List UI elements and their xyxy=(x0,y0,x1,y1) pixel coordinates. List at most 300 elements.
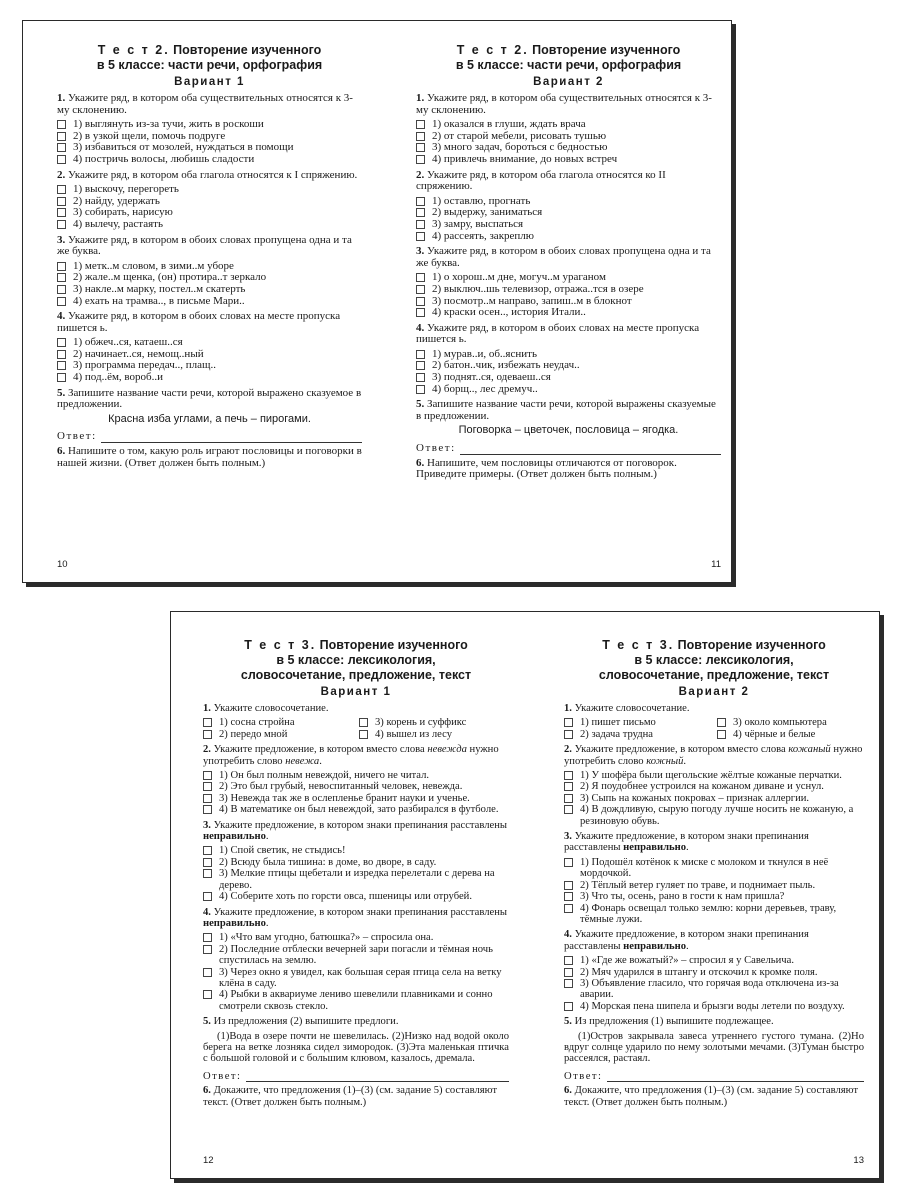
answer-checkbox[interactable] xyxy=(57,185,66,194)
option-text: 3) Невежда так же в ослепленье бранит науки и ученье. xyxy=(219,792,470,804)
task-text: Укажите ряд, в котором в обоих словах на месте пропуска пишется ь. xyxy=(57,310,341,334)
answer-checkbox[interactable] xyxy=(57,220,66,229)
answer-checkbox[interactable] xyxy=(57,262,66,271)
answer-checkbox[interactable] xyxy=(416,132,425,141)
task-number: 4. xyxy=(57,310,66,323)
example-sentence: Поговорка – цветочек, пословица – ягодка. xyxy=(458,424,679,437)
answer-option xyxy=(564,955,864,966)
task-question xyxy=(416,93,721,116)
answer-blank[interactable] xyxy=(607,1072,865,1082)
answer-checkbox[interactable] xyxy=(57,361,66,370)
task-task1-question xyxy=(203,703,509,714)
task-task6-question xyxy=(564,1085,864,1108)
answer-option xyxy=(717,717,864,728)
answer-checkbox[interactable] xyxy=(564,771,573,780)
test-title-line2: в 5 классе: лексикология, xyxy=(634,653,794,667)
option-text: 2) выключ..шь телевизор, отража..тся в озере xyxy=(432,282,644,295)
task-text: нужно употребить слово xyxy=(564,744,863,767)
answer-checkbox[interactable] xyxy=(564,979,573,988)
option-text: 1) пишет письмо xyxy=(580,717,656,729)
answer-option xyxy=(416,154,721,166)
answer-checkbox[interactable] xyxy=(203,718,212,727)
test-title-text: Повторение изученного xyxy=(316,638,468,652)
option-text: 1) мурав..и, об..яснить xyxy=(432,347,537,360)
option-text: 1) «Что вам угодно, батюшка?» – спросила она. xyxy=(219,932,434,944)
task-number: 3. xyxy=(57,233,66,246)
answer-line[interactable] xyxy=(416,443,721,455)
option-text: 3) программа передач.., плащ.. xyxy=(73,359,216,372)
task-4 xyxy=(416,323,721,400)
answer-line[interactable] xyxy=(203,1071,509,1082)
answer-option xyxy=(564,781,864,792)
tasks xyxy=(416,93,721,481)
task-text: Запишите название части речи, которой выражено сказуемое в предложении. xyxy=(57,386,362,411)
page-11 xyxy=(416,21,721,582)
task-2 xyxy=(57,170,362,235)
emphasis-word: неправильно xyxy=(623,940,687,952)
option-text: 3) Через окно я увидел, как большая серая птица села на ветку клёна в саду. xyxy=(219,966,502,989)
option-text: 1) Подошёл котёнок к миске с молоком и ткнулся в неё мордочкой. xyxy=(580,856,829,880)
task-question xyxy=(416,170,721,193)
answer-checkbox[interactable] xyxy=(359,718,368,727)
task-task1-question xyxy=(564,703,864,714)
option-text: 3) Что ты, осень, рано в гости к нам пришла? xyxy=(580,891,785,903)
option-text: 1) выскочу, перегореть xyxy=(73,183,179,196)
answer-option xyxy=(359,729,509,740)
tasks xyxy=(564,703,864,1108)
answer-option xyxy=(564,978,864,1001)
task-number: 5. xyxy=(57,386,66,399)
option-text: 3) накле..м марку, постел..м скатерть xyxy=(73,282,246,295)
answer-checkbox[interactable] xyxy=(564,858,573,867)
answer-checkbox[interactable] xyxy=(203,858,212,867)
variant-label: Вариант 1 xyxy=(174,76,245,88)
answer-checkbox[interactable] xyxy=(717,718,726,727)
emphasis-word: неправильно xyxy=(203,917,266,929)
answer-option xyxy=(203,944,509,967)
test-number: Т е с т 2. xyxy=(456,43,529,57)
task-number: 5. xyxy=(203,1016,211,1028)
option-text: 4) вышел из лесу xyxy=(375,728,453,740)
answer-option xyxy=(203,989,509,1012)
option-text: 2) Мяч ударился в штангу и отскочил к кромке поля. xyxy=(580,966,818,978)
task-task5-question xyxy=(416,399,721,422)
answer-checkbox[interactable] xyxy=(416,385,425,394)
task-number: 1. xyxy=(416,92,425,104)
test-title-text: Повторение изученного xyxy=(528,43,681,57)
answer-blank[interactable] xyxy=(460,445,721,455)
answer-checkbox[interactable] xyxy=(203,945,212,954)
answer-checkbox[interactable] xyxy=(416,297,425,306)
page-12 xyxy=(203,612,509,1178)
answer-option xyxy=(359,717,509,728)
task-text: Напишите, чем пословицы отличаются от поговорок. Приведите примеры. (Ответ должен быть полным.) xyxy=(416,456,677,481)
task-2-question xyxy=(564,744,864,767)
task-number: 6. xyxy=(57,445,66,458)
page-13 xyxy=(564,612,864,1178)
answer-checkbox[interactable] xyxy=(57,132,66,141)
option-text: 4) Морская пена шипела и брызги воды летели по воздуху. xyxy=(580,1000,845,1012)
option-text: 1) выглянуть из-за тучи, жить в роскоши xyxy=(73,118,264,131)
task-text: Напишите о том, какую роль играют пословицы и поговорки в нашей жизни. (Ответ должен быть полным.) xyxy=(57,445,362,469)
option-text: 1) У шофёра были щегольские жёлтые кожаные перчатки. xyxy=(580,770,842,782)
answer-option xyxy=(203,770,509,781)
variant-label: Вариант 1 xyxy=(320,686,392,698)
answer-checkbox[interactable] xyxy=(564,782,573,791)
answer-line[interactable] xyxy=(57,431,362,443)
task-text: Укажите предложение, в котором знаки препинания расставлены xyxy=(564,929,809,952)
option-text: 4) рассеять, закреплю xyxy=(432,229,535,242)
answer-checkbox[interactable] xyxy=(57,120,66,129)
example-sentence: Красна изба углами, а печь – пирогами. xyxy=(108,412,311,425)
option-text: 4) Фонарь освещал только землю: корни деревьев, траву, тёмные лужи. xyxy=(580,902,837,925)
task-question xyxy=(57,170,362,182)
option-text: 2) Последние отблески вечерней зари погасли и тёмная ночь спустилась на землю. xyxy=(219,943,493,967)
test-number: Т е с т 3. xyxy=(244,638,317,652)
answer-checkbox[interactable] xyxy=(416,197,425,206)
answer-checkbox[interactable] xyxy=(203,794,212,803)
task-1-options xyxy=(564,717,864,740)
answer-checkbox[interactable] xyxy=(203,968,212,977)
answer-checkbox[interactable] xyxy=(564,956,573,965)
task-number: 6. xyxy=(416,456,425,469)
task-task6-question xyxy=(57,446,362,469)
option-text: 1) Он был полным невеждой, ничего не читал. xyxy=(219,770,430,782)
task-text: Укажите ряд, в котором в обоих словах на месте пропуска пишется ь. xyxy=(416,321,700,346)
answer-option xyxy=(564,880,864,891)
task3-question xyxy=(203,820,509,843)
option-text: 1) метк..м словом, в зими..м уборе xyxy=(73,259,234,272)
answer-option xyxy=(564,770,864,781)
task-text: . xyxy=(319,755,322,767)
task3-question xyxy=(564,831,864,854)
page-10 xyxy=(57,21,362,582)
task-2 xyxy=(416,170,721,247)
task-question xyxy=(57,235,362,258)
option-text: 1) о хорош..м дне, могуч..м ураганом xyxy=(432,271,606,284)
tasks xyxy=(57,93,362,469)
task-number: 6. xyxy=(203,1085,211,1097)
task-number: 2. xyxy=(564,744,572,756)
option-text: 1) оказался в глуши, ждать врача xyxy=(432,118,586,131)
task-text: Укажите предложение, в котором знаки препинания расставлены xyxy=(210,906,507,918)
option-text: 3) много задач, бороться с бедностью xyxy=(432,141,608,154)
answer-checkbox[interactable] xyxy=(57,373,66,382)
task-task5-question xyxy=(564,1016,864,1027)
answer-checkbox[interactable] xyxy=(416,143,425,152)
option-text: 4) привлечь внимание, до новых встреч xyxy=(432,152,618,165)
answer-checkbox[interactable] xyxy=(416,120,425,129)
answer-checkbox[interactable] xyxy=(564,718,573,727)
task-number: 6. xyxy=(564,1085,572,1097)
option-text: 2) Всюду была тишина: в доме, во дворе, в саду. xyxy=(219,856,437,868)
answer-label: Ответ: xyxy=(57,430,97,443)
task-task6-question xyxy=(203,1085,509,1108)
task-text: Укажите предложение, в котором вместо слова xyxy=(210,744,428,756)
task-text: . xyxy=(265,917,269,929)
answer-option xyxy=(57,296,362,308)
task-3 xyxy=(416,246,721,323)
option-text: 2) жале..м щенка, (он) протира..т зеркало xyxy=(73,271,267,284)
answer-option xyxy=(564,1001,864,1012)
answer-option xyxy=(203,717,353,728)
option-text: 4) краски осен.., история Итали.. xyxy=(432,306,586,319)
test-title-text: Повторение изученного xyxy=(169,43,322,57)
answer-checkbox[interactable] xyxy=(416,155,425,164)
test-number: Т е с т 3. xyxy=(602,638,675,652)
task-task5-question xyxy=(57,388,362,411)
variant-label: Вариант 2 xyxy=(533,76,604,88)
test-title-text: Повторение изученного xyxy=(674,638,826,652)
task-text: Укажите предложение, в котором знаки препинания расставлены xyxy=(210,819,507,831)
answer-option xyxy=(203,729,353,740)
task-text: Докажите, что предложения (1)–(3) (см. задание 5) составляют текст. (Ответ должен быть полным.) xyxy=(203,1085,498,1108)
task-1-options xyxy=(203,717,509,740)
option-text: 3) корень и суффикс xyxy=(375,717,467,729)
variant-label: Вариант 2 xyxy=(678,686,750,698)
answer-option xyxy=(416,384,721,396)
answer-option xyxy=(203,891,509,902)
task-task5-question xyxy=(203,1016,509,1027)
answer-checkbox[interactable] xyxy=(564,794,573,803)
task-text: Из предложения (1) выпишите подлежащее. xyxy=(571,1016,774,1028)
answer-checkbox[interactable] xyxy=(57,350,66,359)
test-header xyxy=(57,43,362,88)
task-text: Укажите ряд, в котором в обоих словах пропущена одна и та же буква. xyxy=(57,233,352,258)
answer-checkbox[interactable] xyxy=(416,232,425,241)
task-task6-question xyxy=(416,458,721,481)
task-number: 5. xyxy=(416,398,425,411)
task4-question xyxy=(203,907,509,930)
answer-checkbox[interactable] xyxy=(203,771,212,780)
answer-option xyxy=(203,967,509,990)
answer-checkbox[interactable] xyxy=(359,730,368,739)
answer-label: Ответ: xyxy=(203,1070,242,1082)
answer-option xyxy=(203,868,509,891)
task-text: нужно употребить слово xyxy=(203,744,499,767)
option-text: 2) от старой мебели, рисовать тушью xyxy=(432,129,607,142)
task-number: 3. xyxy=(416,245,425,258)
answer-line[interactable] xyxy=(564,1071,864,1082)
answer-option xyxy=(57,372,362,384)
task-question xyxy=(57,311,362,334)
answer-checkbox[interactable] xyxy=(416,273,425,282)
option-text: 3) посмотр..м направо, запиш..м в блокнот xyxy=(432,294,632,307)
task-number: 1. xyxy=(564,703,572,714)
emphasis-word: неправильно xyxy=(203,831,266,843)
task-text: Укажите словосочетание. xyxy=(571,703,690,714)
option-text: 3) собирать, нарисую xyxy=(73,206,173,219)
option-text: 4) под..ём, вороб..и xyxy=(73,371,164,384)
task4-question xyxy=(564,929,864,952)
page-number: 13 xyxy=(853,1155,864,1166)
option-text: 4) вылечу, растаять xyxy=(73,217,163,230)
answer-checkbox[interactable] xyxy=(416,373,425,382)
task-text: . xyxy=(686,842,689,854)
task-text: . xyxy=(265,831,269,843)
answer-option xyxy=(564,793,864,804)
answer-checkbox[interactable] xyxy=(564,730,573,739)
page-number: 10 xyxy=(57,559,68,570)
page-number: 12 xyxy=(203,1155,214,1166)
option-text: 2) передо мной xyxy=(219,728,288,740)
option-text: 2) найду, удержать xyxy=(73,194,160,207)
answer-checkbox[interactable] xyxy=(57,338,66,347)
answer-option xyxy=(564,729,711,740)
task-1 xyxy=(416,93,721,170)
option-text: 4) борщ.., лес дремуч.. xyxy=(432,382,538,395)
answer-checkbox[interactable] xyxy=(416,350,425,359)
task-text: Укажите предложение, в котором знаки препинания расставлены xyxy=(564,831,809,854)
answer-checkbox[interactable] xyxy=(203,892,212,901)
answer-checkbox[interactable] xyxy=(203,990,212,999)
option-text: 2) Я поудобнее устроился на кожаном диване и уснул. xyxy=(580,781,824,793)
task-text: Укажите предложение, в котором вместо слова xyxy=(571,744,789,756)
answer-option xyxy=(717,729,864,740)
task-text: Запишите название части речи, которой выражены сказуемые в предложении. xyxy=(416,398,716,422)
task-2-question xyxy=(203,744,509,767)
answer-checkbox[interactable] xyxy=(717,730,726,739)
test-title xyxy=(564,638,864,653)
task-question xyxy=(416,323,721,346)
answer-option xyxy=(564,967,864,978)
answer-option xyxy=(564,903,864,926)
answer-option xyxy=(57,219,362,231)
option-text: 3) Объявление гласило, что горячая вода отключена из-за аварии. xyxy=(580,977,839,1001)
task-text: Укажите ряд, в котором в обоих словах пропущена одна и та же буква. xyxy=(416,245,711,269)
answer-checkbox[interactable] xyxy=(203,846,212,855)
answer-checkbox[interactable] xyxy=(564,892,573,901)
task-text: Укажите ряд, в котором оба глагола относятся ко II спряжению. xyxy=(416,168,666,193)
passage-text: (1)Остров закрывала завеса утреннего густого тумана. (2)Но вдруг солнце ударило по нему золотыми мечами. (3)Туман быстро рассеялся, растаял. xyxy=(564,1030,864,1065)
option-text: 1) «Где же вожатый?» – спросил я у Савельича. xyxy=(580,955,794,967)
option-text: 4) В математике он был невеждой, зато разбирался в футболе. xyxy=(219,804,499,816)
answer-checkbox[interactable] xyxy=(416,361,425,370)
option-text: 4) Соберите хоть по горсти овса, пшеницы или отрубей. xyxy=(219,891,472,903)
option-text: 2) Тёплый ветер гуляет по траве, и поднимает пыль. xyxy=(580,879,816,891)
option-text: 3) замру, выспаться xyxy=(432,217,524,230)
answer-checkbox[interactable] xyxy=(564,1002,573,1011)
option-text: 4) ехать на трамва.., в письме Мари.. xyxy=(73,294,245,307)
task-text: Укажите ряд, в котором оба существительных относятся к 3-му склонению. xyxy=(57,92,353,116)
answer-option xyxy=(564,857,864,880)
task-number: 5. xyxy=(564,1016,572,1028)
test-title xyxy=(57,43,362,58)
answer-checkbox[interactable] xyxy=(203,933,212,942)
task-text: Из предложения (2) выпишите предлоги. xyxy=(210,1016,399,1028)
answer-checkbox[interactable] xyxy=(416,308,425,317)
option-text: 1) обжеч..ся, катаеш..ся xyxy=(73,336,183,349)
book-spread-test-2 xyxy=(22,20,732,583)
option-text: 1) сосна стройна xyxy=(219,717,295,729)
answer-checkbox[interactable] xyxy=(416,220,425,229)
task-text: Укажите ряд, в котором оба существительных относятся к 3-му склонению. xyxy=(416,92,712,116)
passage-text: (1)Вода в озере почти не шевелилась. (2)Низко над водой около берега на ветке лозняка сидел зимородок. (3)Эта маленькая птичка с большой головой и с большим клювом, казалось, дремала. xyxy=(203,1030,509,1065)
option-text: 3) избавиться от мозолей, нуждаться в помощи xyxy=(73,141,294,154)
task-text: . xyxy=(683,755,687,767)
answer-checkbox[interactable] xyxy=(57,155,66,164)
answer-option xyxy=(203,781,509,792)
answer-option xyxy=(564,891,864,902)
test-title-line3: словосочетание, предложение, текст xyxy=(240,668,472,682)
option-text: 1) оставлю, прогнать xyxy=(432,194,531,207)
answer-checkbox[interactable] xyxy=(416,208,425,217)
answer-checkbox[interactable] xyxy=(564,968,573,977)
answer-checkbox[interactable] xyxy=(57,208,66,217)
test-title-line2: в 5 классе: лексикология, xyxy=(276,653,436,667)
replacement-word: кожный xyxy=(646,755,684,767)
answer-blank[interactable] xyxy=(246,1072,510,1082)
target-word: невежда xyxy=(427,744,467,756)
answer-checkbox[interactable] xyxy=(57,197,66,206)
option-text: 3) Сыпь на кожаных покровах – признак аллергии. xyxy=(580,792,810,804)
test-title-line3: словосочетание, предложение, текст xyxy=(598,668,830,682)
option-text: 4) В дождливую, сырую погоду лучше носить не кожаную, а резиновую обувь. xyxy=(580,804,854,827)
test-title-line2: в 5 классе: части речи, орфография xyxy=(96,58,323,72)
task-number: 3. xyxy=(564,831,572,843)
option-text: 1) Спой светик, не стыдись! xyxy=(219,845,346,857)
task-number: 1. xyxy=(203,703,211,714)
option-text: 2) Это был грубый, невоспитанный человек, невежда. xyxy=(219,781,463,793)
test-title xyxy=(416,43,721,58)
target-word: кожаный xyxy=(788,744,831,756)
answer-checkbox[interactable] xyxy=(564,805,573,814)
test-number: Т е с т 2. xyxy=(97,43,170,57)
answer-checkbox[interactable] xyxy=(203,730,212,739)
answer-checkbox[interactable] xyxy=(57,285,66,294)
task-text: . xyxy=(686,940,689,952)
answer-option xyxy=(203,932,509,943)
option-text: 4) чёрные и белые xyxy=(733,728,816,740)
answer-checkbox[interactable] xyxy=(57,273,66,282)
answer-checkbox[interactable] xyxy=(57,297,66,306)
answer-label: Ответ: xyxy=(564,1070,603,1082)
task-number: 3. xyxy=(203,819,211,831)
test-header xyxy=(564,638,864,698)
test-title-line2: в 5 классе: части речи, орфография xyxy=(455,58,682,72)
task-number: 2. xyxy=(416,168,425,181)
replacement-word: невежа xyxy=(285,755,320,767)
task-1 xyxy=(57,93,362,170)
answer-checkbox[interactable] xyxy=(203,869,212,878)
task-text: Укажите ряд, в котором оба глагола относятся к I спряжению. xyxy=(65,168,358,181)
test-header xyxy=(416,43,721,88)
task-number: 4. xyxy=(203,906,211,918)
test-title xyxy=(203,638,509,653)
answer-option xyxy=(203,857,509,868)
option-text: 3) Мелкие птицы щебетали и изредка перелетали с дерева на дерево. xyxy=(219,868,495,891)
answer-checkbox[interactable] xyxy=(564,904,573,913)
answer-option xyxy=(203,845,509,856)
test-header xyxy=(203,638,509,698)
task-text: Укажите словосочетание. xyxy=(210,703,329,714)
answer-blank[interactable] xyxy=(101,433,362,443)
task-number: 4. xyxy=(416,321,425,334)
answer-option xyxy=(416,307,721,319)
option-text: 2) в узкой щели, помочь подруге xyxy=(73,129,226,142)
answer-checkbox[interactable] xyxy=(203,782,212,791)
task-number: 1. xyxy=(57,92,66,104)
option-text: 4) Рыбки в аквариуме лениво шевелили плавниками и сонно смотрели сквозь стекло. xyxy=(219,989,493,1012)
answer-checkbox[interactable] xyxy=(57,143,66,152)
tasks xyxy=(203,703,509,1108)
answer-checkbox[interactable] xyxy=(203,805,212,814)
answer-checkbox[interactable] xyxy=(416,285,425,294)
answer-option xyxy=(57,154,362,166)
option-text: 2) начинает..ся, немощ..ный xyxy=(73,347,204,360)
answer-checkbox[interactable] xyxy=(564,881,573,890)
task-question xyxy=(416,246,721,269)
